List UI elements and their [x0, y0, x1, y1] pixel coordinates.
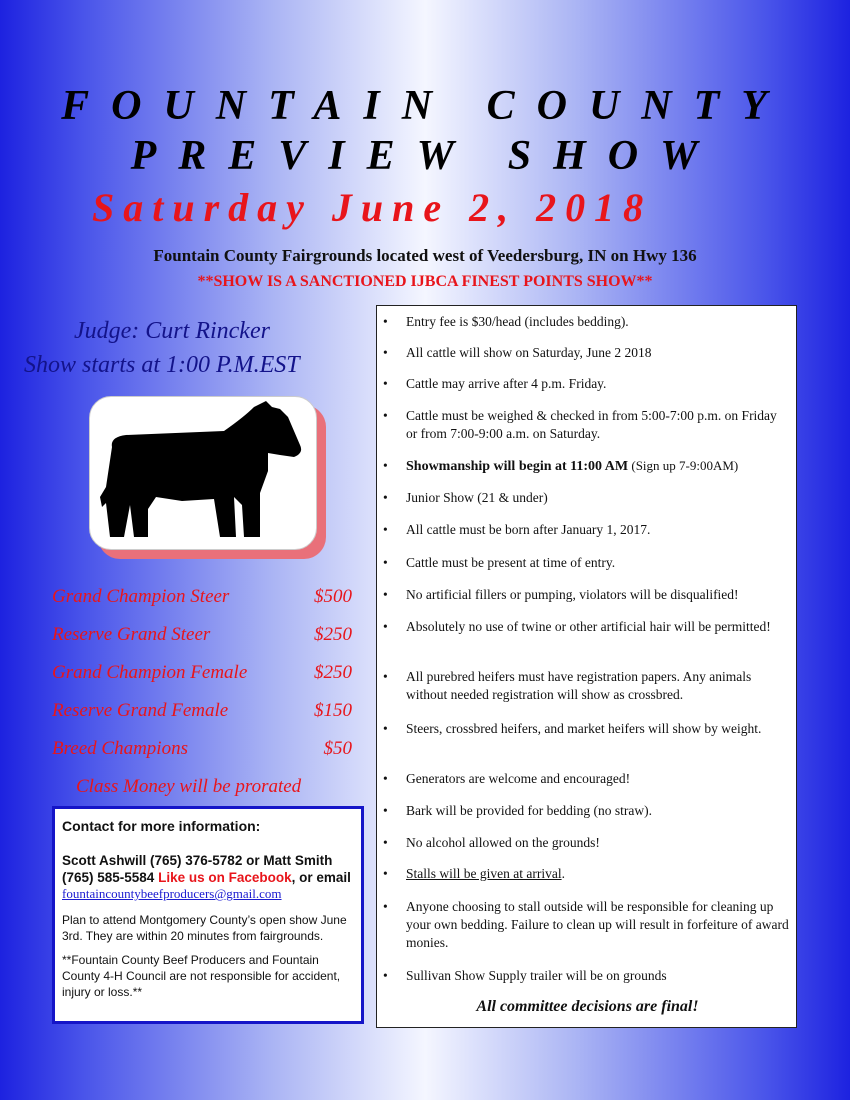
location-line: Fountain County Fairgrounds located west of Veedersburg, IN on Hwy 136 [153, 246, 697, 265]
bullet-icon: • [383, 490, 388, 505]
rule-text [406, 865, 791, 883]
cow-image-frame [89, 396, 317, 550]
bullet-icon: • [383, 587, 388, 602]
or-email-text: , or email [291, 870, 351, 885]
contact-heading: Contact for more information: [62, 818, 261, 834]
rule-suffix-text: (Sign up 7-9:00AM) [628, 458, 739, 473]
rule-text: No alcohol allowed on the grounds! [406, 835, 600, 850]
montgomery-note: Plan to attend Montgomery County’s open show June 3rd. They are within 20 minutes from fairgrounds. [62, 913, 347, 943]
bullet-icon: • [383, 968, 388, 983]
rule-text [406, 457, 791, 476]
prize-label: Reserve Grand Steer [52, 624, 211, 645]
prize-row [52, 700, 352, 724]
class-money-note: Class Money will be prorated [76, 776, 302, 797]
contact-names-line1: Scott Ashwill (765) 376-5782 or Matt Smith [62, 853, 333, 868]
rule-text: All cattle will show on Saturday, June 2 2018 [406, 345, 652, 360]
bullet-icon: • [383, 669, 388, 684]
prize-row [52, 662, 352, 686]
facebook-link[interactable]: Like us on Facebook [158, 870, 292, 885]
rule-bold-text: Showmanship will begin at 11:00 AM [406, 459, 629, 474]
rule-text: Cattle must be weighed & checked in from 5:00-7:00 p.m. on Friday or from 7:00-9:00 a.m. on Saturday. [406, 408, 777, 441]
rule-text: Absolutely no use of twine or other artificial hair will be permitted! [406, 619, 771, 634]
rule-text: Anyone choosing to stall outside will be responsible for cleaning up your own bedding. Failure to clean up will result in forfeiture of award monies. [406, 899, 789, 950]
rule-text: Steers, crossbred heifers, and market heifers will show by weight. [406, 721, 762, 736]
title-line-1: FOUNTAIN COUNTY [61, 83, 789, 129]
rule-text: All cattle must be born after January 1, 2017. [406, 522, 651, 537]
prize-row [52, 624, 352, 648]
rule-text: Entry fee is $30/head (includes bedding). [406, 314, 629, 329]
bullet-icon: • [383, 771, 388, 786]
rule-text: Generators are welcome and encouraged! [406, 771, 631, 786]
bullet-icon: • [383, 345, 388, 360]
rule-text: Bark will be provided for bedding (no straw). [406, 803, 652, 818]
bullet-icon: • [383, 899, 388, 914]
show-start-time: Show starts at 1:00 P.M.EST [24, 352, 300, 378]
prize-label: Reserve Grand Female [52, 700, 229, 721]
bullet-icon: • [383, 721, 388, 736]
prize-label: Grand Champion Steer [52, 586, 230, 607]
rule-text: Sullivan Show Supply trailer will be on grounds [406, 968, 667, 983]
title-line-2: PREVIEW SHOW [130, 133, 720, 179]
cow-silhouette-icon [96, 401, 310, 545]
show-date: Saturday June 2, 2018 [92, 185, 653, 230]
rule-text: All purebred heifers must have registration papers. Any animals without needed registration will show as crossbred. [406, 669, 752, 702]
bullet-icon: • [383, 408, 388, 423]
prize-row [52, 586, 352, 610]
final-note: All committee decisions are final! [476, 998, 699, 1015]
bullet-icon: • [383, 522, 388, 537]
bullet-icon: • [383, 866, 388, 881]
bullet-icon: • [383, 555, 388, 570]
prize-amount: $250 [314, 662, 352, 683]
rules-box [376, 305, 797, 1028]
rule-text: Junior Show (21 & under) [406, 490, 548, 505]
contact-names-line2: (765) 585-5584 [62, 870, 155, 885]
liability-note: **Fountain County Beef Producers and Fountain County 4-H Council are not responsible for accident, injury or loss.** [62, 953, 341, 999]
bullet-icon: • [383, 314, 388, 329]
bullet-icon: • [383, 835, 388, 850]
rule-text: No artificial fillers or pumping, violators will be disqualified! [406, 587, 739, 602]
prize-amount: $150 [314, 700, 352, 721]
rule-text: Cattle may arrive after 4 p.m. Friday. [406, 376, 607, 391]
bullet-icon: • [383, 803, 388, 818]
rule-suffix-text: . [561, 866, 565, 881]
sanction-line: **SHOW IS A SANCTIONED IJBCA FINEST POINTS SHOW** [197, 273, 653, 290]
prize-amount: $50 [323, 738, 352, 759]
contact-names [62, 852, 353, 886]
prize-amount: $250 [314, 624, 352, 645]
judge-name: Judge: Curt Rincker [74, 318, 270, 344]
email-link[interactable]: fountaincountybeefproducers@gmail.com [62, 886, 282, 901]
rule-underlined-text: Stalls will be given at arrival [406, 866, 562, 881]
bullet-icon: • [383, 376, 388, 391]
bullet-icon: • [383, 458, 388, 473]
prize-amount: $500 [314, 586, 352, 607]
prize-label: Breed Champions [52, 738, 188, 759]
contact-box [52, 806, 364, 1024]
prize-row [52, 738, 352, 762]
bullet-icon: • [383, 619, 388, 634]
prize-label: Grand Champion Female [52, 662, 248, 683]
rule-text: Cattle must be present at time of entry. [406, 555, 616, 570]
